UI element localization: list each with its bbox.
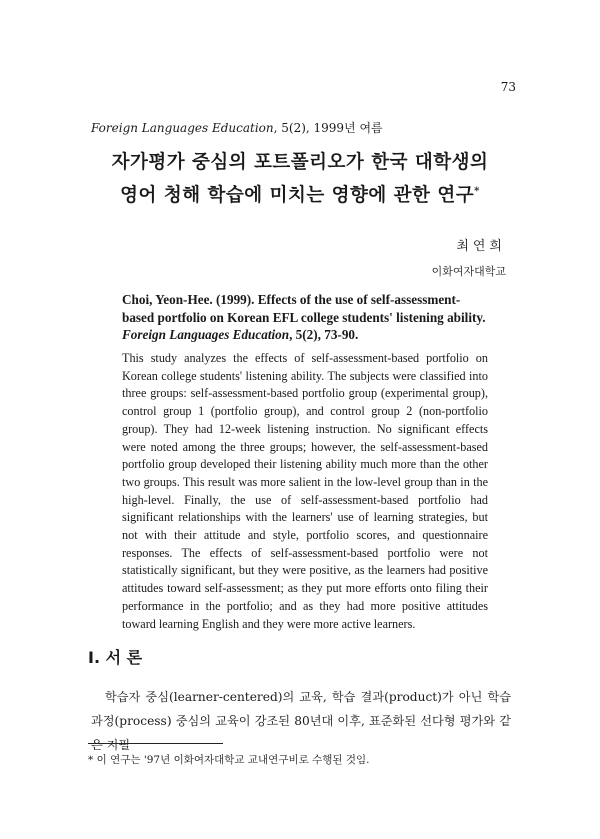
citation-text: Choi, Yeon-Hee. (1999). Effects of the use of self-assessment-based portfolio on Korean EFL college students' listening ability.: [122, 292, 486, 325]
journal-issue: , 5(2), 1999년 여름: [273, 121, 383, 135]
journal-name: Foreign Languages Education: [91, 121, 274, 135]
journal-header: [91, 119, 383, 136]
citation-issue: , 5(2), 73-90.: [289, 327, 359, 342]
author-name: 최연희: [456, 239, 506, 254]
page-number: 73: [500, 80, 516, 94]
footnote-divider: [88, 743, 223, 744]
paper-title: [60, 148, 540, 210]
title-footnote-marker: *: [474, 186, 480, 197]
title-line-2: [60, 177, 540, 210]
citation-journal: Foreign Languages Education: [122, 327, 290, 342]
citation: [122, 291, 488, 344]
abstract: This study analyzes the effects of self-assessment-based portfolio on Korean college students' listening ability. The subjects were classified into three groups: self-assessment-based portfolio group (experimental group), control group 1 (portfolio group), and control group 2 (non-portfolio group). They had 12-week listening instruction. No significant effects were noted among the three groups; however, the self-assessment-based portfolio group developed their listening ability much more than the other two groups. This result was more salient in the low-level group than in the high-level. Finally, the use of self-assessment-based portfolio had significant relationships with the learners' use of learning strategies, but not with their attitude and style, portfolio scores, and questionnaire responses. The effects of self-assessment-based portfolio were not statistically significant, but they were positive, as the learners had positive attitudes toward self-assessment; as they put more efforts onto filing their performance in the portfolio; and as they had more positive attitudes toward learning English and they were more active learners.: [122, 351, 488, 631]
title-line-2-text: 영어 청해 학습에 미치는 영향에 관한 연구: [120, 185, 475, 207]
section-body-text: 학습자 중심(learner-centered)의 교육, 학습 결과(product)가 아닌 학습 과정(process) 중심의 교육이 강조된 80년대 이후, 표준화된 선다형 평가와 같은 지필: [91, 690, 511, 752]
section-heading: I. 서 론: [88, 648, 143, 667]
title-line-1: 자가평가 중심의 포트폴리오가 한국 대학생의: [111, 152, 489, 173]
author-block: [432, 234, 506, 284]
author-affiliation: 이화여자대학교: [431, 265, 506, 278]
footnote: * 이 연구는 '97년 이화여자대학교 교내연구비로 수행된 것임.: [88, 754, 370, 766]
